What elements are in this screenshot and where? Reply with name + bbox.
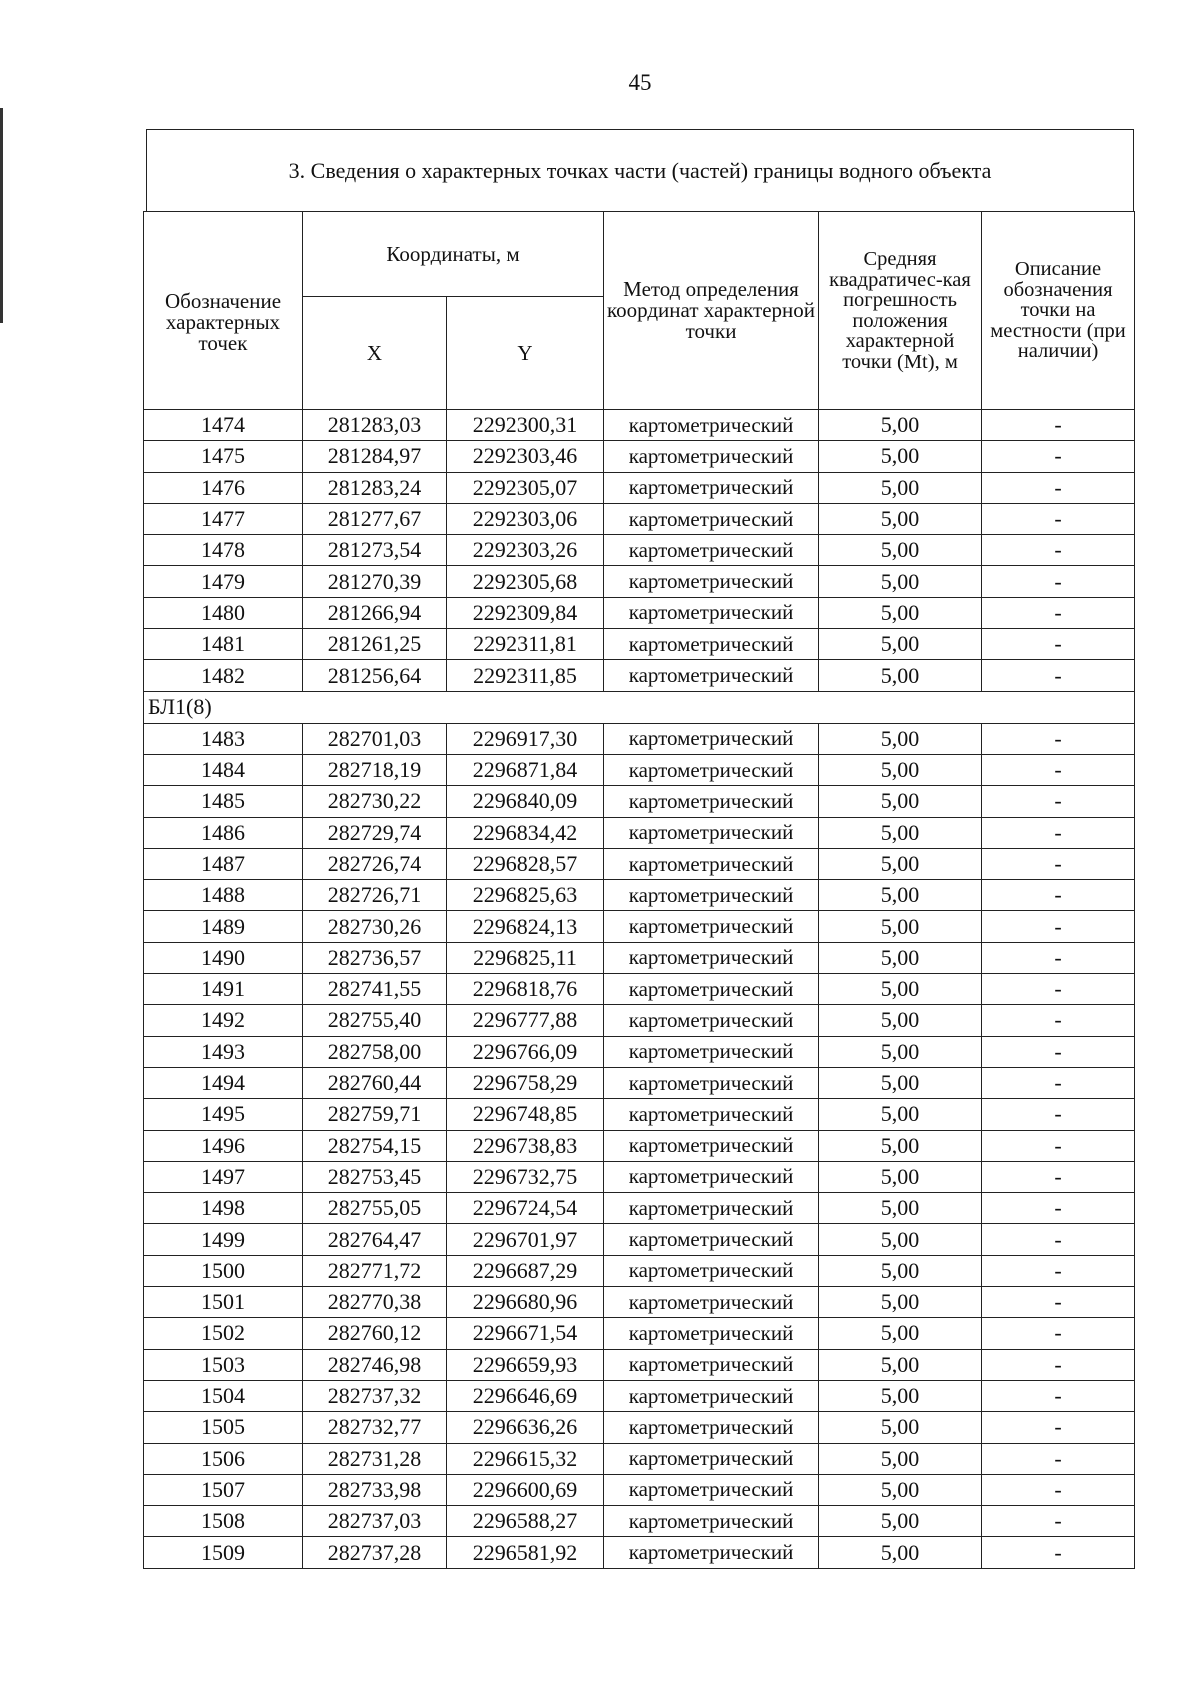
cell-method: картометрический — [604, 1036, 819, 1067]
table-row — [144, 1193, 1135, 1224]
cell-y: 2296834,42 — [447, 817, 604, 848]
cell-description: - — [982, 1506, 1135, 1537]
cell-y: 2296818,76 — [447, 974, 604, 1005]
cell-description: - — [982, 911, 1135, 942]
cell-y: 2296825,11 — [447, 942, 604, 973]
cell-x: 282755,05 — [303, 1193, 447, 1224]
cell-mt: 5,00 — [819, 1005, 982, 1036]
header-method: Метод определения координат характерной точки — [604, 212, 819, 410]
table-row — [144, 1443, 1135, 1474]
cell-point-id: 1508 — [144, 1506, 303, 1537]
table-row — [144, 1412, 1135, 1443]
cell-point-id: 1497 — [144, 1161, 303, 1192]
cell-y: 2296732,75 — [447, 1161, 604, 1192]
cell-mt: 5,00 — [819, 1380, 982, 1411]
table-row — [144, 1099, 1135, 1130]
cell-y: 2296738,83 — [447, 1130, 604, 1161]
cell-method: картометрический — [604, 1349, 819, 1380]
cell-method: картометрический — [604, 754, 819, 785]
cell-method: картометрический — [604, 1287, 819, 1318]
cell-point-id: 1506 — [144, 1443, 303, 1474]
cell-method: картометрический — [604, 786, 819, 817]
cell-description: - — [982, 1380, 1135, 1411]
cell-point-id: 1487 — [144, 848, 303, 879]
cell-description: - — [982, 1224, 1135, 1255]
cell-y: 2296600,69 — [447, 1474, 604, 1505]
cell-y: 2292303,46 — [447, 441, 604, 472]
cell-mt: 5,00 — [819, 1224, 982, 1255]
table-row — [144, 1380, 1135, 1411]
cell-method: картометрический — [604, 1130, 819, 1161]
cell-method: картометрический — [604, 1380, 819, 1411]
cell-description: - — [982, 1067, 1135, 1098]
table-row — [144, 817, 1135, 848]
cell-description: - — [982, 1130, 1135, 1161]
cell-method: картометрический — [604, 1005, 819, 1036]
cell-y: 2292311,81 — [447, 629, 604, 660]
cell-mt: 5,00 — [819, 1349, 982, 1380]
cell-y: 2296824,13 — [447, 911, 604, 942]
cell-mt: 5,00 — [819, 1036, 982, 1067]
section-label: БЛ1(8) — [144, 691, 1135, 723]
cell-description: - — [982, 1443, 1135, 1474]
cell-description: - — [982, 1193, 1135, 1224]
cell-point-id: 1503 — [144, 1349, 303, 1380]
section-title: 3. Сведения о характерных точках части (частей) границы водного объекта — [146, 129, 1134, 211]
cell-point-id: 1488 — [144, 880, 303, 911]
cell-description: - — [982, 754, 1135, 785]
cell-y: 2296581,92 — [447, 1537, 604, 1568]
cell-method: картометрический — [604, 1099, 819, 1130]
cell-point-id: 1479 — [144, 566, 303, 597]
cell-y: 2296840,09 — [447, 786, 604, 817]
cell-y: 2296724,54 — [447, 1193, 604, 1224]
cell-point-id: 1493 — [144, 1036, 303, 1067]
cell-description: - — [982, 1036, 1135, 1067]
cell-x: 282737,32 — [303, 1380, 447, 1411]
cell-point-id: 1501 — [144, 1287, 303, 1318]
table-row — [144, 1036, 1135, 1067]
cell-y: 2296871,84 — [447, 754, 604, 785]
table-row — [144, 1161, 1135, 1192]
cell-mt: 5,00 — [819, 942, 982, 973]
cell-y: 2296748,85 — [447, 1099, 604, 1130]
cell-point-id: 1502 — [144, 1318, 303, 1349]
cell-point-id: 1492 — [144, 1005, 303, 1036]
cell-method: картометрический — [604, 1412, 819, 1443]
cell-x: 282726,74 — [303, 848, 447, 879]
cell-mt: 5,00 — [819, 974, 982, 1005]
cell-y: 2292311,85 — [447, 660, 604, 691]
cell-x: 282755,40 — [303, 1005, 447, 1036]
cell-description: - — [982, 880, 1135, 911]
header-y: Y — [447, 297, 604, 410]
cell-point-id: 1505 — [144, 1412, 303, 1443]
cell-method: картометрический — [604, 597, 819, 628]
cell-point-id: 1491 — [144, 974, 303, 1005]
cell-point-id: 1499 — [144, 1224, 303, 1255]
cell-mt: 5,00 — [819, 1099, 982, 1130]
cell-x: 282733,98 — [303, 1474, 447, 1505]
cell-x: 282737,03 — [303, 1506, 447, 1537]
cell-description: - — [982, 942, 1135, 973]
cell-method: картометрический — [604, 1193, 819, 1224]
cell-point-id: 1484 — [144, 754, 303, 785]
cell-y: 2292303,26 — [447, 535, 604, 566]
table-row — [144, 472, 1135, 503]
cell-method: картометрический — [604, 1443, 819, 1474]
cell-description: - — [982, 1412, 1135, 1443]
cell-y: 2296828,57 — [447, 848, 604, 879]
cell-point-id: 1483 — [144, 723, 303, 754]
cell-description: - — [982, 1287, 1135, 1318]
table-row — [144, 629, 1135, 660]
cell-point-id: 1476 — [144, 472, 303, 503]
cell-x: 281284,97 — [303, 441, 447, 472]
table-row — [144, 566, 1135, 597]
cell-y: 2296646,69 — [447, 1380, 604, 1411]
cell-mt: 5,00 — [819, 1161, 982, 1192]
cell-description: - — [982, 848, 1135, 879]
cell-x: 282701,03 — [303, 723, 447, 754]
cell-x: 281273,54 — [303, 535, 447, 566]
cell-description: - — [982, 1005, 1135, 1036]
cell-x: 282760,12 — [303, 1318, 447, 1349]
cell-x: 281283,24 — [303, 472, 447, 503]
cell-method: картометрический — [604, 441, 819, 472]
cell-x: 281277,67 — [303, 503, 447, 534]
cell-mt: 5,00 — [819, 1130, 982, 1161]
cell-x: 282771,72 — [303, 1255, 447, 1286]
cell-point-id: 1500 — [144, 1255, 303, 1286]
table-row — [144, 1506, 1135, 1537]
cell-method: картометрический — [604, 566, 819, 597]
cell-method: картометрический — [604, 723, 819, 754]
cell-mt: 5,00 — [819, 1443, 982, 1474]
cell-mt: 5,00 — [819, 566, 982, 597]
cell-mt: 5,00 — [819, 472, 982, 503]
cell-x: 281256,64 — [303, 660, 447, 691]
cell-description: - — [982, 629, 1135, 660]
cell-description: - — [982, 566, 1135, 597]
cell-description: - — [982, 503, 1135, 534]
cell-mt: 5,00 — [819, 817, 982, 848]
page-number: 45 — [628, 70, 652, 95]
cell-point-id: 1494 — [144, 1067, 303, 1098]
table-row — [144, 535, 1135, 566]
cell-x: 281283,03 — [303, 410, 447, 441]
cell-mt: 5,00 — [819, 1474, 982, 1505]
cell-description: - — [982, 441, 1135, 472]
table-row — [144, 942, 1135, 973]
table-row — [144, 1318, 1135, 1349]
cell-x: 282737,28 — [303, 1537, 447, 1568]
cell-description: - — [982, 597, 1135, 628]
cell-point-id: 1477 — [144, 503, 303, 534]
cell-y: 2296680,96 — [447, 1287, 604, 1318]
cell-x: 282726,71 — [303, 880, 447, 911]
cell-y: 2296588,27 — [447, 1506, 604, 1537]
cell-y: 2296766,09 — [447, 1036, 604, 1067]
cell-method: картометрический — [604, 1161, 819, 1192]
cell-point-id: 1495 — [144, 1099, 303, 1130]
cell-description: - — [982, 974, 1135, 1005]
cell-method: картометрический — [604, 974, 819, 1005]
table-row — [144, 1349, 1135, 1380]
cell-y: 2292309,84 — [447, 597, 604, 628]
cell-description: - — [982, 535, 1135, 566]
table-row — [144, 597, 1135, 628]
table-row — [144, 911, 1135, 942]
table-row — [144, 410, 1135, 441]
cell-method: картометрический — [604, 942, 819, 973]
cell-mt: 5,00 — [819, 1287, 982, 1318]
cell-method: картометрический — [604, 503, 819, 534]
cell-mt: 5,00 — [819, 1193, 982, 1224]
cell-y: 2296701,97 — [447, 1224, 604, 1255]
cell-method: картометрический — [604, 1067, 819, 1098]
cell-mt: 5,00 — [819, 848, 982, 879]
cell-description: - — [982, 660, 1135, 691]
cell-y: 2296825,63 — [447, 880, 604, 911]
cell-mt: 5,00 — [819, 880, 982, 911]
table-row — [144, 786, 1135, 817]
cell-method: картометрический — [604, 629, 819, 660]
cell-mt: 5,00 — [819, 660, 982, 691]
cell-y: 2292305,07 — [447, 472, 604, 503]
cell-method: картометрический — [604, 880, 819, 911]
section-row — [144, 691, 1135, 723]
cell-mt: 5,00 — [819, 1537, 982, 1568]
table-row — [144, 723, 1135, 754]
table-row — [144, 1474, 1135, 1505]
cell-point-id: 1490 — [144, 942, 303, 973]
table-row — [144, 503, 1135, 534]
cell-mt: 5,00 — [819, 441, 982, 472]
cell-x: 282760,44 — [303, 1067, 447, 1098]
cell-x: 282758,00 — [303, 1036, 447, 1067]
scan-edge-mark — [0, 108, 3, 323]
cell-mt: 5,00 — [819, 629, 982, 660]
cell-description: - — [982, 786, 1135, 817]
table-row — [144, 848, 1135, 879]
cell-x: 282729,74 — [303, 817, 447, 848]
cell-mt: 5,00 — [819, 754, 982, 785]
cell-x: 282764,47 — [303, 1224, 447, 1255]
table-row — [144, 880, 1135, 911]
cell-method: картометрический — [604, 472, 819, 503]
cell-mt: 5,00 — [819, 597, 982, 628]
cell-mt: 5,00 — [819, 535, 982, 566]
cell-x: 281270,39 — [303, 566, 447, 597]
cell-point-id: 1498 — [144, 1193, 303, 1224]
cell-y: 2296777,88 — [447, 1005, 604, 1036]
cell-point-id: 1507 — [144, 1474, 303, 1505]
cell-x: 282753,45 — [303, 1161, 447, 1192]
cell-point-id: 1480 — [144, 597, 303, 628]
cell-x: 282731,28 — [303, 1443, 447, 1474]
table-row — [144, 1224, 1135, 1255]
cell-x: 282736,57 — [303, 942, 447, 973]
cell-mt: 5,00 — [819, 503, 982, 534]
cell-point-id: 1504 — [144, 1380, 303, 1411]
header-accuracy: Средняя квадратичес-кая погрешность положения характерной точки (Mt), м — [819, 212, 982, 410]
table-row — [144, 1130, 1135, 1161]
table-row — [144, 1537, 1135, 1568]
cell-x: 282746,98 — [303, 1349, 447, 1380]
cell-point-id: 1496 — [144, 1130, 303, 1161]
cell-description: - — [982, 1537, 1135, 1568]
cell-y: 2296917,30 — [447, 723, 604, 754]
cell-mt: 5,00 — [819, 1412, 982, 1443]
cell-mt: 5,00 — [819, 1255, 982, 1286]
table-row — [144, 754, 1135, 785]
cell-x: 282730,22 — [303, 786, 447, 817]
cell-x: 282718,19 — [303, 754, 447, 785]
cell-method: картометрический — [604, 1474, 819, 1505]
points-table — [143, 211, 1135, 1569]
cell-x: 281261,25 — [303, 629, 447, 660]
cell-point-id: 1474 — [144, 410, 303, 441]
cell-method: картометрический — [604, 817, 819, 848]
cell-x: 282741,55 — [303, 974, 447, 1005]
cell-x: 282770,38 — [303, 1287, 447, 1318]
cell-mt: 5,00 — [819, 410, 982, 441]
cell-y: 2292300,31 — [447, 410, 604, 441]
cell-method: картометрический — [604, 410, 819, 441]
cell-method: картометрический — [604, 1318, 819, 1349]
cell-point-id: 1481 — [144, 629, 303, 660]
cell-method: картометрический — [604, 1224, 819, 1255]
cell-point-id: 1489 — [144, 911, 303, 942]
cell-point-id: 1509 — [144, 1537, 303, 1568]
cell-y: 2296636,26 — [447, 1412, 604, 1443]
cell-description: - — [982, 1349, 1135, 1380]
cell-point-id: 1486 — [144, 817, 303, 848]
table-row — [144, 660, 1135, 691]
cell-description: - — [982, 1099, 1135, 1130]
header-description: Описание обозначения точки на местности (при наличии) — [982, 212, 1135, 410]
cell-description: - — [982, 472, 1135, 503]
cell-y: 2296671,54 — [447, 1318, 604, 1349]
cell-point-id: 1485 — [144, 786, 303, 817]
table-row — [144, 1067, 1135, 1098]
cell-method: картометрический — [604, 535, 819, 566]
cell-y: 2296758,29 — [447, 1067, 604, 1098]
cell-description: - — [982, 723, 1135, 754]
header-coordinates: Координаты, м — [303, 212, 604, 297]
cell-x: 282732,77 — [303, 1412, 447, 1443]
cell-description: - — [982, 1255, 1135, 1286]
cell-mt: 5,00 — [819, 786, 982, 817]
cell-point-id: 1475 — [144, 441, 303, 472]
cell-x: 281266,94 — [303, 597, 447, 628]
cell-mt: 5,00 — [819, 1506, 982, 1537]
cell-method: картометрический — [604, 660, 819, 691]
cell-description: - — [982, 1318, 1135, 1349]
cell-mt: 5,00 — [819, 1318, 982, 1349]
cell-description: - — [982, 1161, 1135, 1192]
cell-x: 282759,71 — [303, 1099, 447, 1130]
cell-mt: 5,00 — [819, 911, 982, 942]
cell-description: - — [982, 410, 1135, 441]
cell-method: картометрический — [604, 848, 819, 879]
cell-mt: 5,00 — [819, 723, 982, 754]
table-body-group-b — [144, 723, 1135, 1568]
cell-y: 2296615,32 — [447, 1443, 604, 1474]
table-row — [144, 974, 1135, 1005]
cell-point-id: 1482 — [144, 660, 303, 691]
header-x: X — [303, 297, 447, 410]
cell-method: картометрический — [604, 911, 819, 942]
cell-x: 282730,26 — [303, 911, 447, 942]
table-section — [144, 691, 1135, 723]
cell-description: - — [982, 1474, 1135, 1505]
cell-description: - — [982, 817, 1135, 848]
table-body-group-a — [144, 410, 1135, 692]
cell-method: картометрический — [604, 1255, 819, 1286]
cell-x: 282754,15 — [303, 1130, 447, 1161]
header-designation: Обозначение характерных точек — [144, 212, 303, 410]
cell-point-id: 1478 — [144, 535, 303, 566]
cell-method: картометрический — [604, 1506, 819, 1537]
cell-y: 2296687,29 — [447, 1255, 604, 1286]
cell-method: картометрический — [604, 1537, 819, 1568]
cell-y: 2292303,06 — [447, 503, 604, 534]
table-row — [144, 1255, 1135, 1286]
table-row — [144, 1005, 1135, 1036]
cell-y: 2292305,68 — [447, 566, 604, 597]
table-row — [144, 1287, 1135, 1318]
cell-y: 2296659,93 — [447, 1349, 604, 1380]
cell-mt: 5,00 — [819, 1067, 982, 1098]
table-row — [144, 441, 1135, 472]
